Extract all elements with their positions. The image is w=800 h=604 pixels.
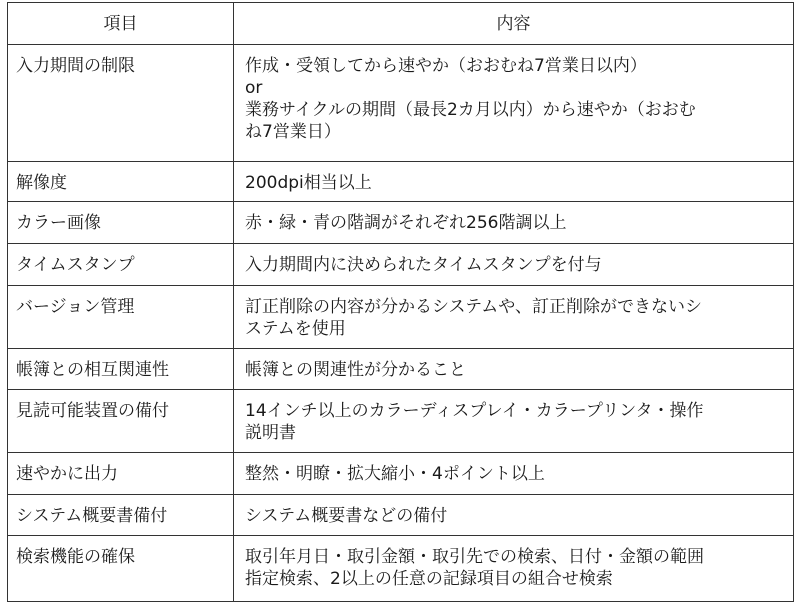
table-row (8, 495, 794, 536)
content-line: 帳簿との関連性が分かること (245, 360, 466, 380)
row-content (234, 453, 794, 495)
header-content: 内容 (234, 3, 794, 45)
content-line: 作成・受領してから速やか（おおむね7営業日以内） (245, 56, 647, 76)
row-item: 速やかに出力 (8, 453, 234, 495)
content-line: 指定検索、2以上の任意の記録項目の組合せ検索 (245, 569, 613, 589)
row-content (234, 45, 794, 162)
content-line: 訂正削除の内容が分かるシステムや、訂正削除ができないシ (245, 297, 702, 317)
row-item: システム概要書備付 (8, 495, 234, 536)
content-line: システム概要書などの備付 (245, 506, 448, 526)
header-item: 項目 (8, 3, 234, 45)
content-line: or (245, 78, 263, 98)
row-content (234, 286, 794, 349)
row-item: 見読可能装置の備付 (8, 390, 234, 453)
row-content (234, 244, 794, 286)
content-line: 業務サイクルの期間（最長2カ月以内）から速やか（おおむ (245, 100, 696, 120)
table-row (8, 244, 794, 286)
table-row (8, 349, 794, 390)
content-line: 14インチ以上のカラーディスプレイ・カラープリンタ・操作 (245, 401, 704, 421)
row-item: カラー画像 (8, 202, 234, 244)
row-item: バージョン管理 (8, 286, 234, 349)
row-content (234, 495, 794, 536)
content-line: 取引年月日・取引金額・取引先での検索、日付・金額の範囲 (245, 547, 704, 567)
table-row (8, 202, 794, 244)
row-content (234, 162, 794, 202)
content-line: 入力期間内に決められたタイムスタンプを付与 (245, 255, 602, 275)
row-item: 帳簿との相互関連性 (8, 349, 234, 390)
row-item: タイムスタンプ (8, 244, 234, 286)
table-row (8, 536, 794, 602)
content-line: 赤・緑・青の階調がそれぞれ256階調以上 (245, 213, 567, 233)
table-row (8, 453, 794, 495)
content-line: ね7営業日） (245, 122, 341, 142)
content-line: 200dpi相当以上 (245, 173, 372, 193)
table-row (8, 390, 794, 453)
row-item: 解像度 (8, 162, 234, 202)
row-content (234, 536, 794, 602)
requirements-table (7, 2, 794, 602)
table-header-row (8, 3, 794, 45)
row-item: 入力期間の制限 (8, 45, 234, 162)
row-content (234, 202, 794, 244)
row-item: 検索機能の確保 (8, 536, 234, 602)
content-line: ステムを使用 (245, 319, 346, 339)
table-row (8, 162, 794, 202)
row-content (234, 349, 794, 390)
table-row (8, 286, 794, 349)
content-line: 説明書 (245, 423, 296, 443)
table-row (8, 45, 794, 162)
row-content (234, 390, 794, 453)
content-line: 整然・明瞭・拡大縮小・4ポイント以上 (245, 464, 545, 484)
